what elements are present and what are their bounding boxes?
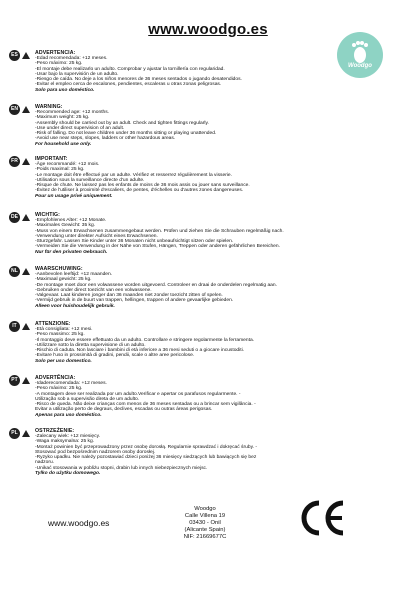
warning-line: -Ryzyko upadku. Nie należy pozostawiać dzieci poniżej 36 miesięcy siedzących lub bawiących się bez (35, 455, 257, 461)
warning-line: Apenas para uso doméstico. (35, 412, 102, 418)
warning-line: -Risco de queda. Não deixe crianças com menos de 36 meses sentadas ou a brincar sem vigilância. - (35, 402, 256, 408)
warning-line: -Zalecany wiek: +12 miesięcy. (35, 434, 101, 439)
warning-line: -Vermeiden Sie die Verwendung in der Nähe von Stufen, Hängen, Treppen oder anderen gefährlichen Bereichen. (35, 244, 280, 250)
warning-line: -A montagem deve ser realizada por um adulto.Verificar e apertar os parafusos regularmente. - (35, 391, 241, 397)
section-lines (35, 218, 405, 255)
warning-line: -Riesgo de caída. No deje a los niños menores de 36 meses sentados o jugando desatendidos. (35, 77, 242, 83)
section-lines (35, 56, 405, 93)
warning-line: nadzoru. (35, 460, 55, 466)
warning-line: Tylko do użytku domowego. (35, 471, 101, 477)
warning-line: -Evitar el empleo cerca de escalones, pendientes, escaleras u otras zonas peligrosas. (35, 82, 222, 88)
warning-line: -Poids maximal: 25 kg. (35, 167, 85, 173)
warning-line: Solo para uso doméstico. (35, 87, 95, 93)
warning-triangle-icon (22, 323, 30, 330)
section-lines (35, 327, 405, 364)
warning-line: -Assembly should be carried out by an adult. Check and tighten fittings regularly. (35, 120, 209, 126)
warning-line: -Peso massimo: 25 kg. (35, 332, 85, 338)
warning-line: Pour un usage privé uniquement. (35, 193, 113, 199)
section-heading: ATTENZIONE: (35, 321, 71, 327)
warning-line: -Aanbevolen leeftijd: +12 maanden. (35, 272, 113, 277)
language-badge: NL (9, 266, 20, 277)
language-badge: IT (9, 321, 20, 332)
language-badge: FR (9, 156, 20, 167)
warning-line: -Utilizzare sotto la diretta supervisione di un adulto. (35, 342, 146, 348)
section-heading: WARNING: (35, 104, 63, 110)
warning-line: -Âge recommandé: +12 mois. (35, 162, 100, 167)
warning-line: -Rischio di caduta. Non lasciare i bambini di età inferiore a 36 mesi seduti o a giocare incustoditi. (35, 348, 245, 354)
warning-triangle-icon (22, 430, 30, 437)
address-line: 03430 - Onil (189, 520, 221, 526)
warning-line: Nur für den privaten Gebrauch. (35, 249, 108, 255)
warning-line: -Peso máximo: 25 kg. (35, 61, 83, 67)
warning-line: -Unikać stosowania w pobliżu stopni, drabin lub innych niebezpiecznych miejsc. (35, 465, 208, 471)
warning-line: -Verwendung unter direkter Aufsicht eines Erwachsenen. (35, 233, 158, 239)
section-heading: ADVERTÊNCIA: (35, 375, 76, 381)
warning-line: -Le montage doit être effectué par un adulte. Vérifiez et resserrez régulièrement la visserie. (35, 172, 232, 178)
language-badge: ES (9, 50, 20, 61)
section-heading: WAARSCHUWING: (35, 266, 83, 272)
warning-line: -El montaje debe realizarlo un adulto. Comprobar y ajustar la tornillería con regularidad. (35, 66, 225, 72)
warning-line: -Recommended age: +12 months. (35, 110, 110, 115)
section-heading: IMPORTANT: (35, 156, 68, 162)
section-heading: WICHTIG: (35, 212, 61, 218)
warning-line: -Waga maksymalna: 25 kg. (35, 439, 95, 445)
address-line: NIF: 21669677C (183, 534, 227, 540)
warning-triangle-icon (22, 377, 30, 384)
footer-url: www.woodgo.es (48, 518, 110, 528)
section-heading: OSTRZEŻENIE: (35, 428, 75, 434)
warning-line: -Età consigliata: +12 mesi. (35, 327, 93, 332)
warning-line: Evitar a utilização perto de degraus, declives, escadas ou outras áreas perigosas. (35, 407, 213, 413)
warning-line: Solo per uso domestico. (35, 358, 92, 364)
section-lines (35, 434, 405, 476)
warning-line: -Avoid use near steps, slopes, ladders or other hazardous areas. (35, 136, 176, 142)
warning-triangle-icon (22, 52, 30, 59)
warning-line: Utilização sob a supervisão direta de um adulto. (35, 396, 140, 402)
warning-triangle-icon (22, 106, 30, 113)
warning-line: -Utilisation sous la surveillance directe d'un adulte. (35, 177, 145, 183)
warning-line: -Valgevaar. Laat kinderen jonger dan 36 maanden niet zonder toezicht zitten of spelen. (35, 293, 223, 299)
address-block (160, 506, 250, 541)
warning-line: -Sturzgefahr. Lassen Sie Kinder unter 36 Monaten nicht unbeaufsichtigt sitzen oder spielen. (35, 239, 234, 245)
logo-text: Woodgo (348, 63, 372, 69)
warning-line: -Vermijd gebruik in de buurt van trappen, hellingen, trappen of andere gevaarlijke gebieden. (35, 298, 234, 304)
warning-line: -Risk of falling. Do not leave children under 36 months sitting or playing unattended. (35, 131, 217, 137)
warning-line: -De montage moet door een volwassene worden uitgevoerd. Controleer en draai de onderdelen regelmatig aan. (35, 282, 277, 288)
warning-line: -Idaderecomendada: +12 meses. (35, 381, 107, 386)
section-heading: ADVERTENCIA: (35, 50, 76, 56)
warning-line: -Empfohlenes Alter: +12 Monate. (35, 218, 107, 223)
warning-line: -Il montaggio deve essere effettuato da un adulto. Controllare e stringere regolarmente la ferramenta. (35, 337, 255, 343)
warning-line: Stosować pod bezpośrednim nadzorem osoby dorosłej. (35, 449, 156, 455)
address-line: Woodgo (194, 506, 216, 512)
warning-line: -Maximum weight: 25 kg. (35, 115, 90, 121)
language-badge: PL (9, 428, 20, 439)
warning-line: -Muss von einem Erwachsenen zusammengebaut werden. Prüfen und ziehen Sie die Schrauben regelmäßig nach. (35, 228, 284, 234)
address-line: (Alicante Spain) (184, 527, 226, 533)
section-lines (35, 162, 405, 199)
warning-line: -Usar bajo la supervisión de un adulto. (35, 71, 119, 77)
warning-line: -Évitez de l'utiliser à proximité d'escaliers, de pentes, d'échelles ou d'autres zones dangereuses. (35, 188, 244, 194)
warning-line: For household use only. (35, 141, 92, 147)
warning-line: -Use under direct supervision of an adult. (35, 125, 125, 131)
language-badge: EN (9, 104, 20, 115)
section-lines (35, 272, 405, 309)
section-lines (35, 110, 405, 147)
site-title: www.woodgo.es (148, 21, 268, 38)
warning-triangle-icon (22, 158, 30, 165)
warning-line: -Gebruiken onder direct toezicht van een volwassene. (35, 287, 152, 293)
address-line: Calle Villena 19 (184, 513, 226, 519)
warning-line: -Peso máximo: 25 kg. (35, 386, 83, 392)
warning-line: -Maximaal gewicht: 25 kg. (35, 277, 92, 283)
section-lines (35, 381, 405, 418)
ce-mark-icon (297, 499, 347, 537)
language-badge: PT (9, 375, 20, 386)
warning-triangle-icon (22, 214, 30, 221)
warning-line: -Maximales Gewicht: 35 kg. (35, 223, 96, 229)
warning-line: -Edad recomendada: +12 meses. (35, 56, 108, 61)
warning-line: -Montaż powinien być przeprowadzony przez osobę dorosłą. Regularnie sprawdzać i dokręcać śruby. - (35, 444, 257, 450)
language-badge: DE (9, 212, 20, 223)
warning-line: Alleen voor huishoudelijk gebruik. (35, 303, 115, 309)
warning-line: -Evitare l'uso in prossimità di gradini, pendii, scale o altre aree pericolose. (35, 353, 195, 359)
warning-triangle-icon (22, 268, 30, 275)
warning-line: -Risque de chute. Ne laissez pas les enfants de moins de 36 mois assis ou jouer sans surveillance. (35, 183, 250, 189)
